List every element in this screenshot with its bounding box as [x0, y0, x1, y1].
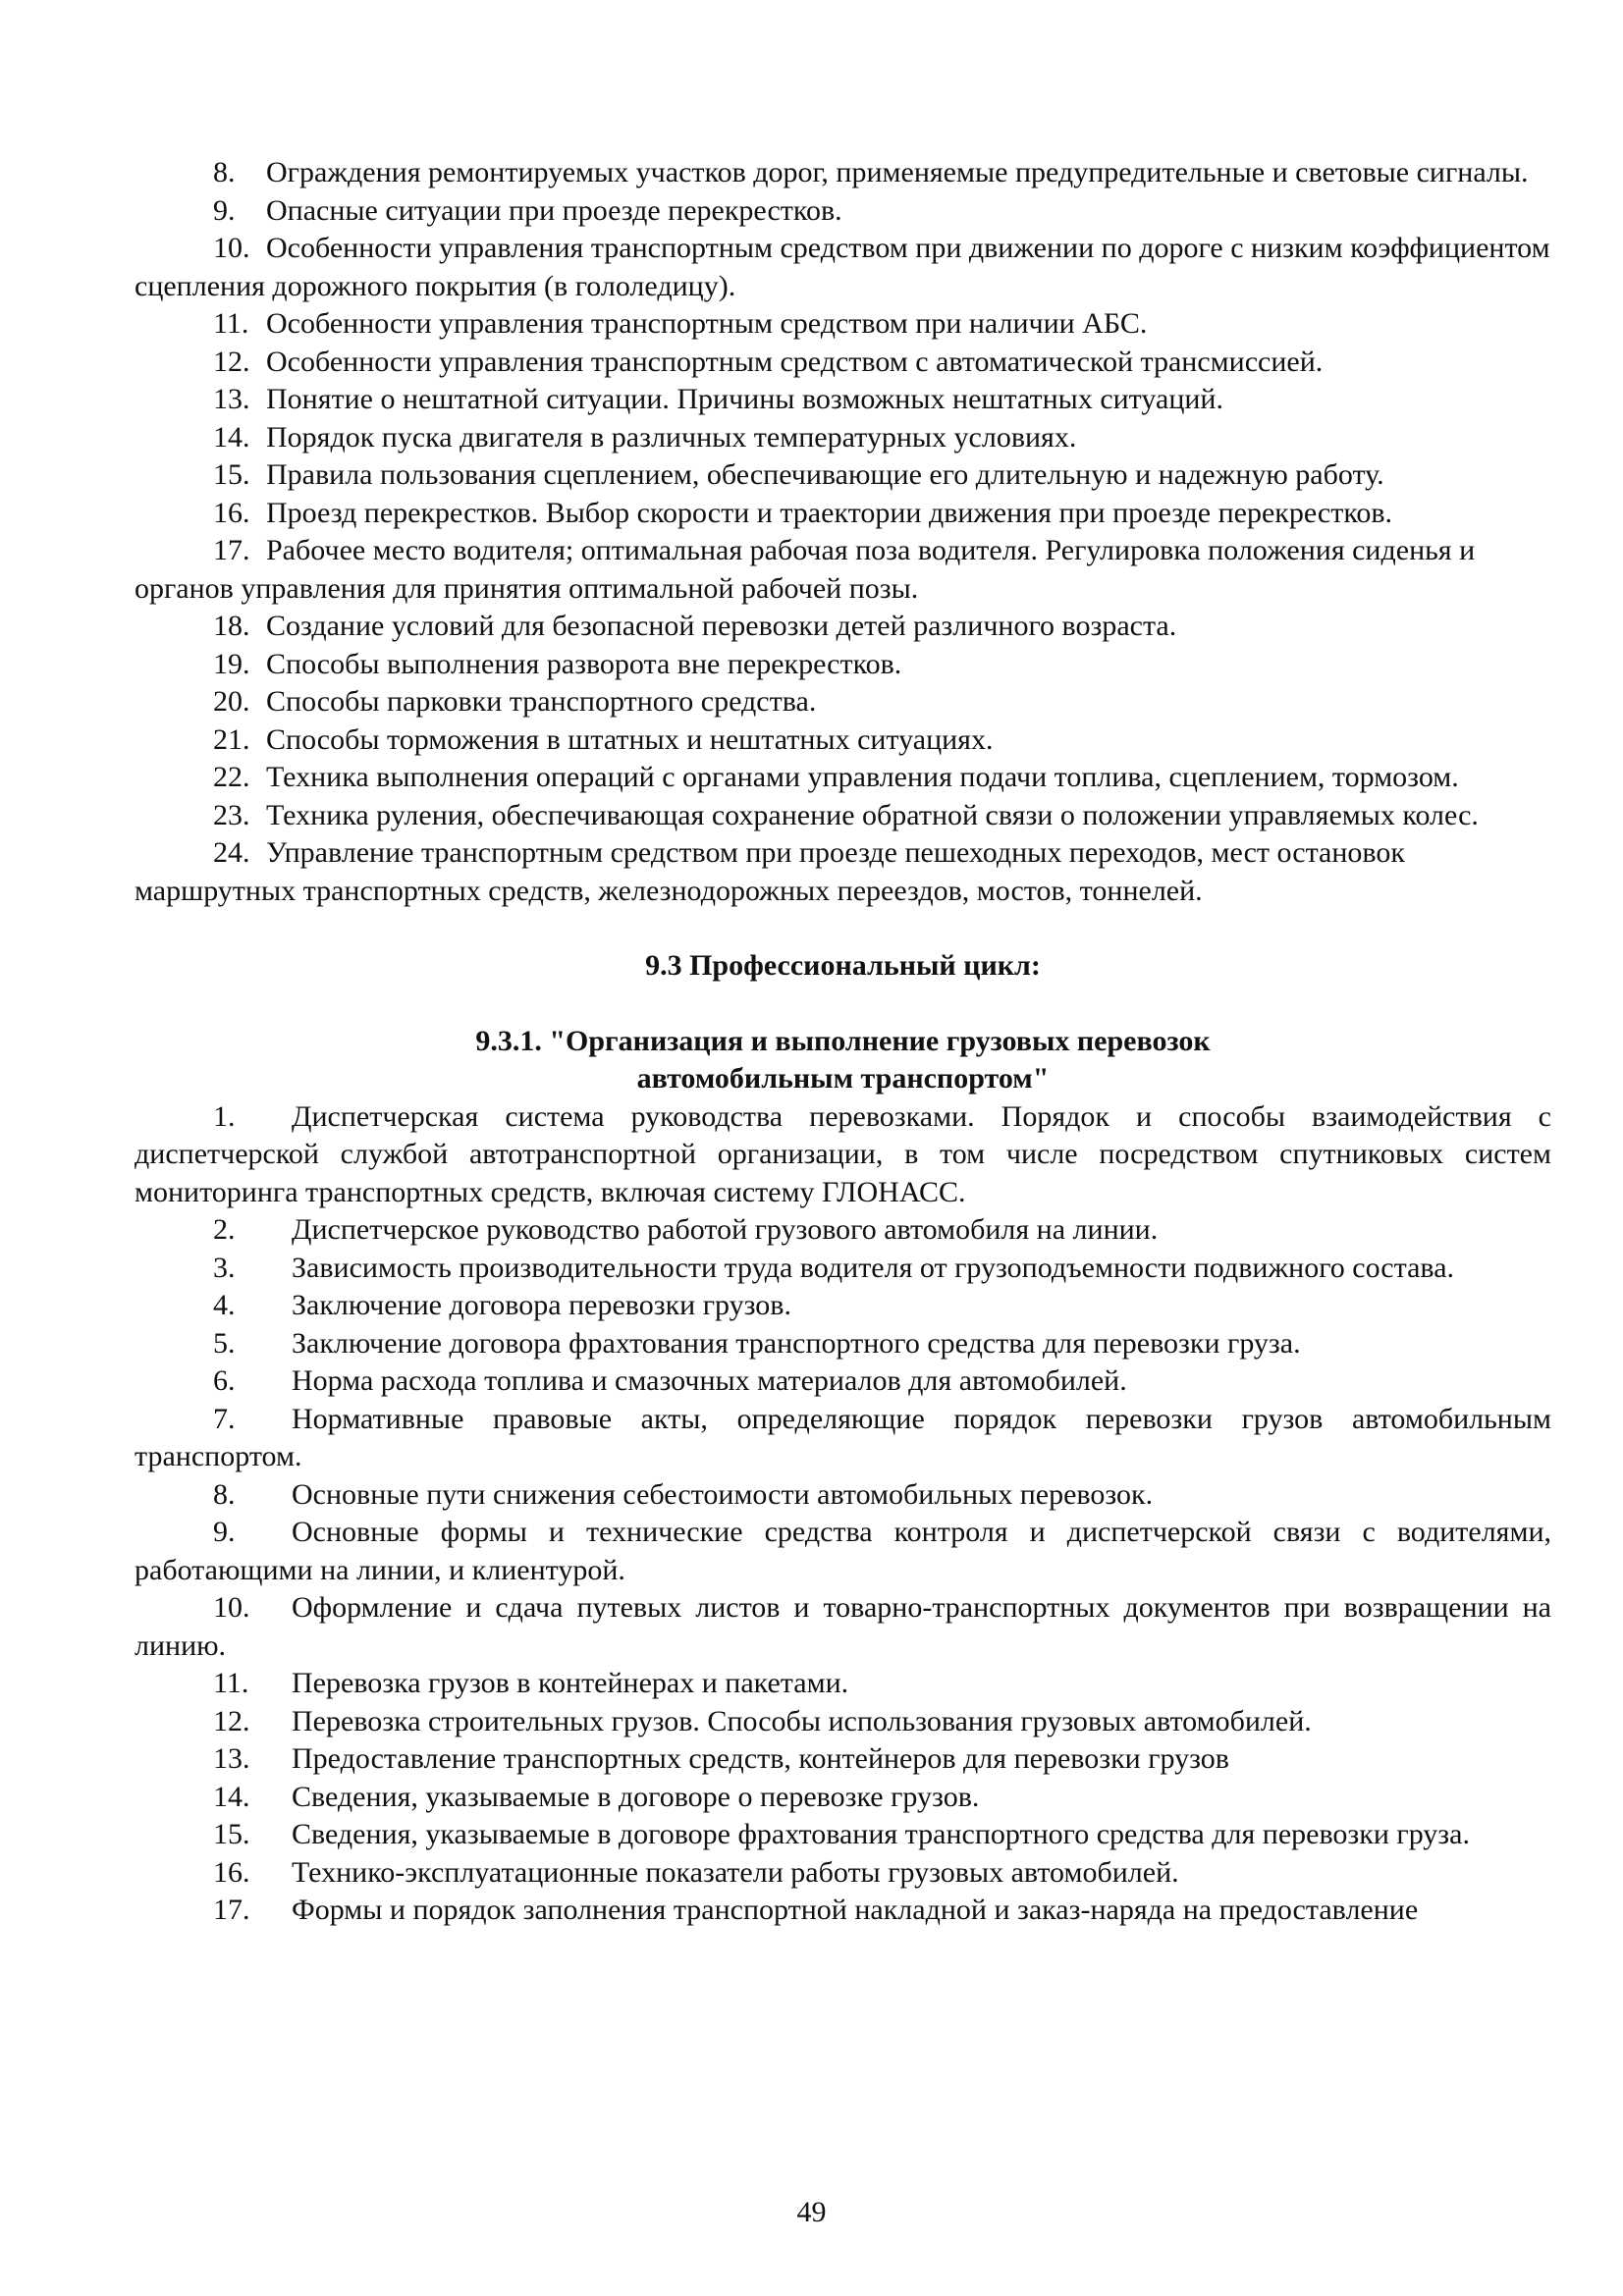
- list-item: [135, 230, 1551, 305]
- item-text: Правила пользования сцеплением, обеспечивающие его длительную и надежную работу.: [266, 458, 1384, 491]
- item-number: 15.: [213, 458, 250, 491]
- list-item: [135, 305, 1551, 344]
- page-number: 49: [796, 2196, 827, 2228]
- item-number: 22.: [213, 761, 250, 793]
- item-text: Понятие о нештатной ситуации. Причины возможных нештатных ситуаций.: [266, 383, 1223, 415]
- list-item: [135, 1740, 1551, 1779]
- item-text: Диспетчерское руководство работой грузового автомобиля на линии.: [292, 1213, 1159, 1246]
- item-number: 2.: [213, 1213, 236, 1246]
- item-number: 8.: [213, 1477, 236, 1511]
- subsection-title-line: 9.3.1. "Организация и выполнение грузовых перевозок: [475, 1024, 1211, 1057]
- item-number: 16.: [213, 496, 250, 529]
- item-text: Способы парковки транспортного средства.: [266, 685, 817, 718]
- item-text: Создание условий для безопасной перевозки детей различного возраста.: [266, 610, 1177, 642]
- list-item: [135, 646, 1551, 684]
- item-number: 7.: [213, 1402, 236, 1435]
- driving-topics-list: [135, 154, 1551, 910]
- item-text: Нормативные правовые акты, определяющие порядок перевозки грузов автомобильным транспортом.: [135, 1402, 1551, 1472]
- item-text: Особенности управления транспортным средством при движении по дороге с низким коэффициентом сцепления дорожного покрытия (в гололедицу).: [135, 232, 1550, 302]
- item-text: Технико-эксплуатационные показатели работы грузовых автомобилей.: [292, 1855, 1179, 1889]
- item-text: Норма расхода топлива и смазочных материалов для автомобилей.: [292, 1364, 1127, 1397]
- item-text: Управление транспортным средством при проезде пешеходных переходов, мест остановок маршрутных транспортных средств, железнодорожных переездов, мостов, тоннелей.: [135, 836, 1405, 907]
- list-item: [135, 419, 1551, 457]
- list-item: [135, 1816, 1551, 1854]
- list-item: [135, 532, 1551, 608]
- item-text: Способы выполнения разворота вне перекрестков.: [266, 647, 902, 680]
- item-number: 9.: [213, 193, 236, 227]
- list-item: [135, 1098, 1551, 1212]
- list-item: [135, 154, 1551, 192]
- item-text: Основные формы и технические средства контроля и диспетчерской связи с водителями, работающими на линии, и клиентурой.: [135, 1516, 1551, 1586]
- list-item: [135, 1514, 1551, 1589]
- page-content: [135, 154, 1551, 1930]
- list-item: [135, 1250, 1551, 1288]
- item-number: 11.: [213, 307, 249, 340]
- item-number: 17.: [213, 1894, 250, 1926]
- list-item: [135, 1665, 1551, 1703]
- list-item: [135, 344, 1551, 382]
- list-item: [135, 1779, 1551, 1817]
- list-item: [135, 1476, 1551, 1515]
- item-text: Ограждения ремонтируемых участков дорог, применяемые предупредительные и световые сигналы.: [266, 156, 1529, 188]
- item-number: 4.: [213, 1289, 236, 1321]
- item-text: Оформление и сдача путевых листов и товарно-транспортных документов при возвращении на линию.: [135, 1591, 1551, 1662]
- item-text: Способы торможения в штатных и нештатных ситуациях.: [266, 722, 994, 756]
- item-number: 5.: [213, 1326, 236, 1360]
- item-number: 18.: [213, 610, 250, 642]
- list-item: [135, 1401, 1551, 1476]
- item-number: 8.: [213, 156, 236, 188]
- list-item: [135, 1362, 1551, 1401]
- list-item: [135, 834, 1551, 910]
- list-item: [135, 608, 1551, 646]
- item-number: 11.: [213, 1667, 249, 1699]
- item-number: 12.: [213, 345, 250, 378]
- cargo-topics-list: [135, 1098, 1551, 1930]
- list-item: [135, 1211, 1551, 1250]
- list-item: [135, 721, 1551, 760]
- item-number: 23.: [213, 798, 250, 831]
- item-number: 24.: [213, 836, 250, 869]
- list-item: [135, 1287, 1551, 1325]
- item-number: 13.: [213, 1742, 250, 1775]
- list-item: [135, 759, 1551, 797]
- subsection-title-line: автомобильным транспортом": [636, 1062, 1050, 1095]
- item-text: Проезд перекрестков. Выбор скорости и траектории движения при проезде перекрестков.: [266, 496, 1393, 529]
- item-number: 1.: [213, 1099, 236, 1133]
- item-number: 3.: [213, 1251, 236, 1284]
- item-text: Техника руления, обеспечивающая сохранение обратной связи о положении управляемых колес.: [266, 798, 1479, 831]
- item-number: 6.: [213, 1364, 236, 1397]
- list-item: [135, 192, 1551, 231]
- item-text: Особенности управления транспортным средством с автоматической трансмиссией.: [266, 345, 1324, 378]
- list-item: [135, 381, 1551, 419]
- item-text: Опасные ситуации при проезде перекрестков.: [266, 193, 842, 227]
- item-number: 20.: [213, 685, 250, 718]
- list-item: [135, 1854, 1551, 1893]
- item-text: Рабочее место водителя; оптимальная рабочая поза водителя. Регулировка положения сиденья и органов управления для принятия оптимальной рабочей позы.: [135, 534, 1476, 605]
- item-text: Диспетчерская система руководства перевозками. Порядок и способы взаимодействия с диспетчерской службой автотранспортной организации, в том числе посредством спутниковых систем мониторинга транспортных средств, включая систему ГЛОНАСС.: [135, 1099, 1551, 1208]
- item-text: Особенности управления транспортным средством при наличии АБС.: [266, 307, 1148, 340]
- subsection-title: [135, 1023, 1551, 1098]
- item-text: Предоставление транспортных средств, контейнеров для перевозки грузов: [292, 1742, 1229, 1775]
- list-item: [135, 456, 1551, 495]
- section-title: 9.3 Профессиональный цикл:: [645, 949, 1041, 982]
- item-text: Зависимость производительности труда водителя от грузоподъемности подвижного состава.: [292, 1251, 1455, 1284]
- item-number: 10.: [213, 232, 250, 264]
- item-text: Перевозка строительных грузов. Способы использования грузовых автомобилей.: [292, 1704, 1312, 1737]
- list-item: [135, 495, 1551, 533]
- item-number: 12.: [213, 1704, 250, 1737]
- list-item: [135, 1325, 1551, 1363]
- list-item: [135, 683, 1551, 721]
- item-number: 17.: [213, 534, 250, 566]
- list-item: [135, 1892, 1551, 1930]
- item-number: 13.: [213, 383, 250, 415]
- item-text: Техника выполнения операций с органами управления подачи топлива, сцеплением, тормозом.: [266, 761, 1459, 793]
- item-number: 10.: [213, 1591, 250, 1624]
- list-item: [135, 797, 1551, 835]
- list-item: [135, 1703, 1551, 1741]
- item-number: 16.: [213, 1855, 250, 1889]
- item-text: Заключение договора перевозки грузов.: [292, 1289, 791, 1321]
- item-number: 19.: [213, 647, 250, 680]
- item-text: Порядок пуска двигателя в различных температурных условиях.: [266, 420, 1077, 454]
- item-text: Основные пути снижения себестоимости автомобильных перевозок.: [292, 1477, 1154, 1511]
- item-number: 15.: [213, 1818, 250, 1850]
- item-text: Сведения, указываемые в договоре фрахтования транспортного средства для перевозки груза.: [292, 1818, 1470, 1850]
- item-number: 21.: [213, 722, 250, 756]
- item-number: 14.: [213, 1780, 250, 1813]
- item-number: 9.: [213, 1516, 236, 1548]
- item-text: Формы и порядок заполнения транспортной накладной и заказ-наряда на предоставление: [292, 1894, 1419, 1926]
- item-text: Сведения, указываемые в договоре о перевозке грузов.: [292, 1780, 980, 1813]
- item-number: 14.: [213, 420, 250, 454]
- item-text: Перевозка грузов в контейнерах и пакетами.: [292, 1667, 849, 1699]
- item-text: Заключение договора фрахтования транспортного средства для перевозки груза.: [292, 1326, 1301, 1360]
- list-item: [135, 1589, 1551, 1665]
